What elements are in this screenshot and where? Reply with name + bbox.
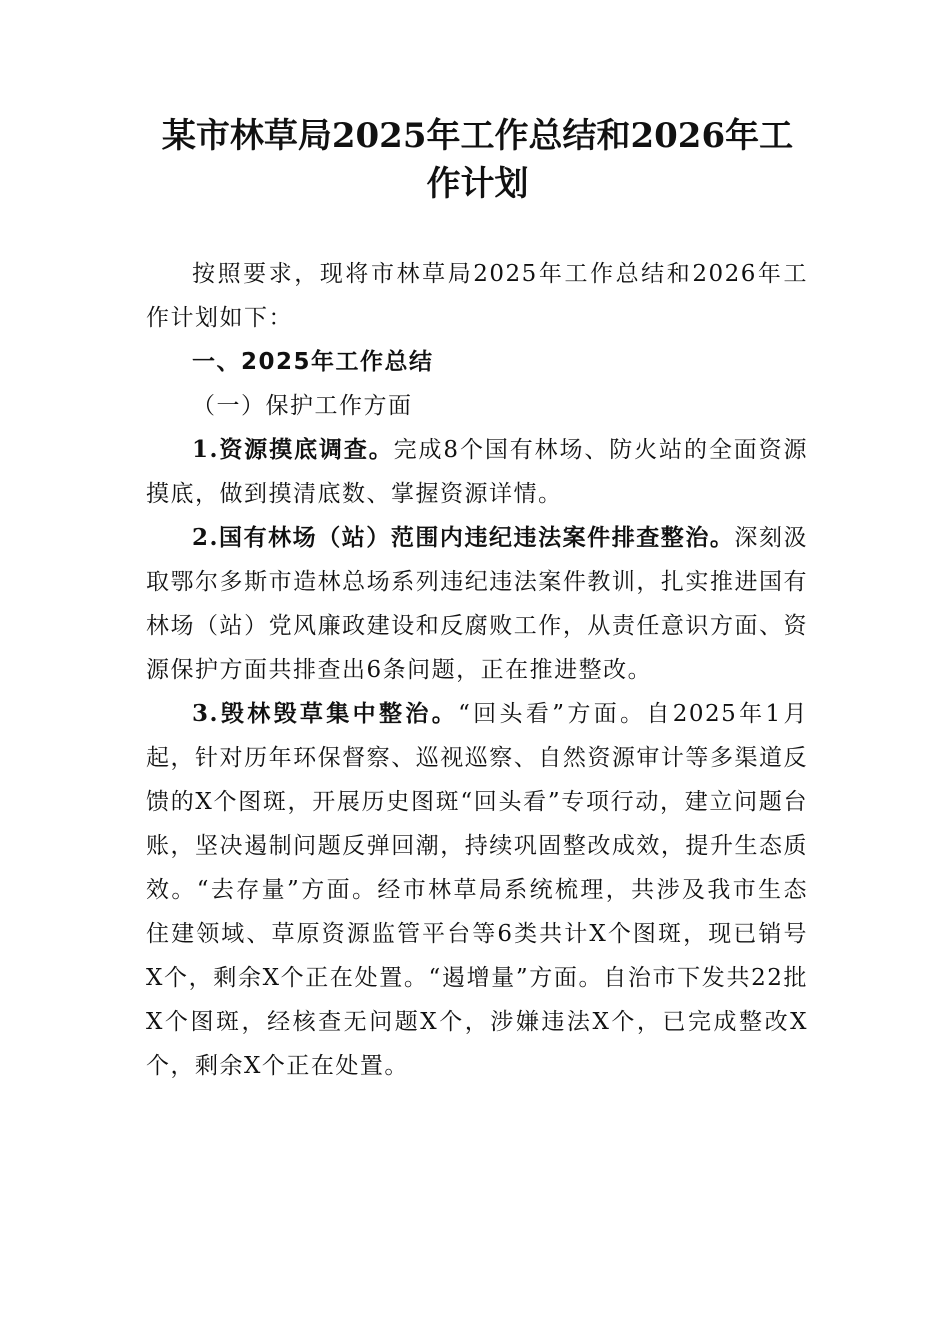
item-lead: 1.资源摸底调查。 <box>192 436 394 463</box>
item-text: 深刻汲取鄂尔多斯市造林总场系列违纪违法案件教训，扎实推进国有林场（站）党风廉政建设和反腐败工作，从责任意识方面、资源保护方面共排查出6条问题，正在推进整改。 <box>146 525 809 683</box>
item-text: 完成8个国有林场、防火站的全面资源摸底，做到摸清底数、掌握资源详情。 <box>146 437 809 507</box>
item-paragraph-3 <box>146 692 808 1088</box>
item-paragraph-1 <box>146 428 808 516</box>
item-paragraph-2 <box>146 516 808 692</box>
section-heading: 一、2025年工作总结 <box>192 349 434 375</box>
item-text: “回头看”方面。自2025年1月起，针对历年环保督察、巡视巡察、自然资源审计等多渠道反馈的X个图斑，开展历史图斑“回头看”专项行动，建立问题台账，坚决遏制问题反弹回潮，持续巩固整改成效，提升生态质效。“去存量”方面。经市林草局系统梳理，共涉及我市生态住建领域、草原资源监管平台等6类共计X个图斑，现已销号X个，剩余X个正在处置。“遏增量”方面。自治市下发共22批X个图斑，经核查无问题X个，涉嫌违法X个，已完成整改X个，剩余X个正在处置。 <box>146 701 808 1079</box>
item-lead: 3.毁林毁草集中整治。 <box>192 700 459 727</box>
document-title: 某市林草局2025年工作总结和2026年工作计划 <box>161 116 794 204</box>
document-body <box>146 252 808 1088</box>
item-lead: 2.国有林场（站）范围内违纪违法案件排查整治。 <box>192 524 735 551</box>
intro-paragraph: 按照要求，现将市林草局2025年工作总结和2026年工作计划如下： <box>146 261 808 331</box>
subsection-heading: （一）保护工作方面 <box>192 393 413 419</box>
